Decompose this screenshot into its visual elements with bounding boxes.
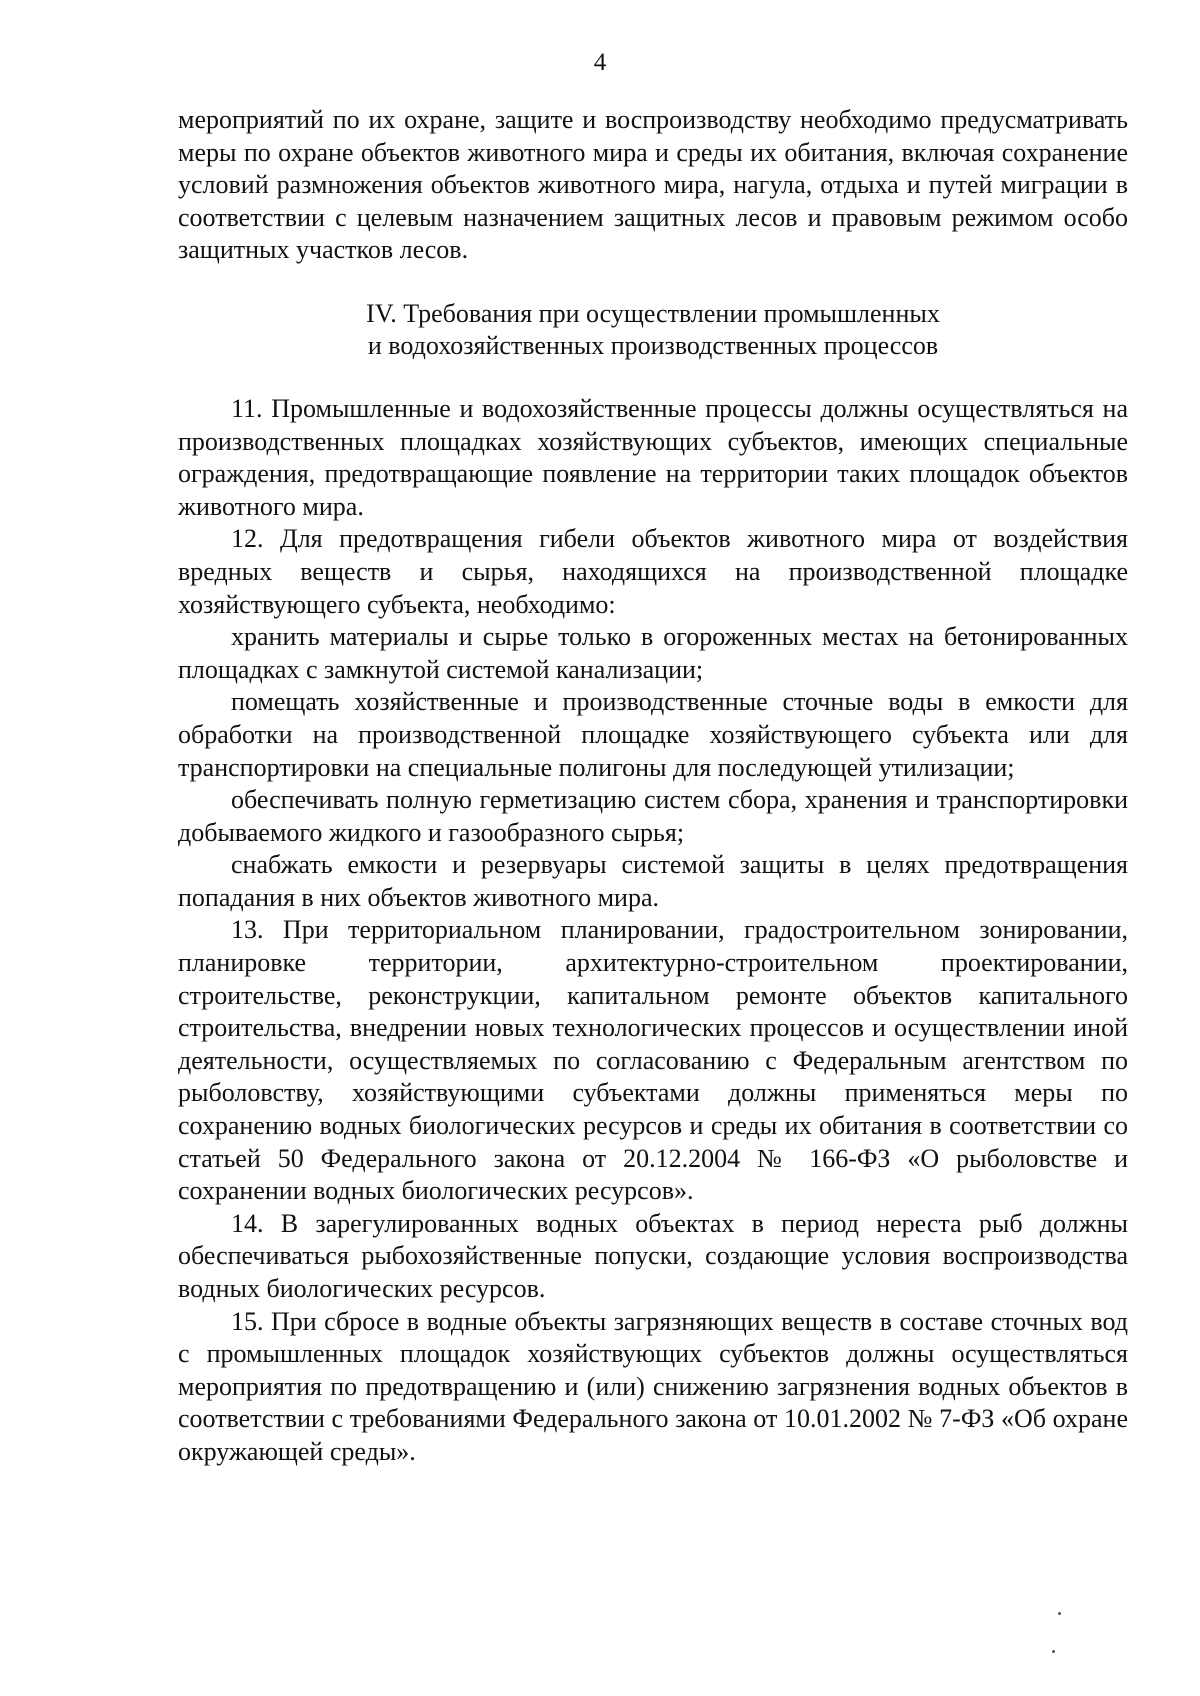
intro-paragraph: мероприятий по их охране, защите и воспроизводству необходимо предусматривать меры по охране объектов животного мира и среды их обитания, включая сохранение условий размножения объектов животного мира, нагула, отдыха и путей миграции в соответствии с целевым назначением защитных лесов и правовым режимом особо защитных участков лесов. <box>178 105 1128 265</box>
scan-speck <box>1052 1650 1055 1653</box>
section-heading <box>178 298 1128 362</box>
paragraph-15: 15. При сбросе в водные объекты загрязняющих веществ в составе сточных вод с промышленных площадок хозяйствующих субъектов должны осуществляться мероприятия по предотвращению и (или) снижению загрязнения водных объектов в соответствии с требованиями Федерального закона от 10.01.2002 № 7-ФЗ «Об охране окружающей среды». <box>178 1306 1128 1466</box>
paragraph-11: 11. Промышленные и водохозяйственные процессы должны осуществляться на производственных площадках хозяйствующих субъектов, имеющих специальные ограждения, предотвращающие появление на территории таких площадок объектов животного мира. <box>178 393 1128 521</box>
section-heading-line-2: и водохозяйственных производственных процессов <box>367 330 939 360</box>
paragraph-12: 12. Для предотвращения гибели объектов животного мира от воздействия вредных веществ и сырья, находящихся на производственной площадке хозяйствующего субъекта, необходимо: <box>178 524 1128 619</box>
list-item-protection: снабжать емкости и резервуары системой защиты в целях предотвращения попадания в них объектов животного мира. <box>178 850 1128 912</box>
section-heading-line-1: IV. Требования при осуществлении промышленных <box>366 298 940 328</box>
paragraph-14: 14. В зарегулированных водных объектах в период нереста рыб должны обеспечиваться рыбохозяйственные попуски, создающие условия воспроизводства водных биологических ресурсов. <box>178 1208 1128 1303</box>
page-number: 4 <box>593 49 607 76</box>
list-item-wastewater: помещать хозяйственные и производственные сточные воды в емкости для обработки на производственной площадке хозяйствующего субъекта или для транспортировки на специальные полигоны для последующей утилизации; <box>178 687 1128 782</box>
paragraph-13: 13. При территориальном планировании, градостроительном зонировании, планировке территории, архитектурно-строительном проектировании, строительстве, реконструкции, капитальном ремонте объектов капитального строительства, внедрении новых технологических процессов и осуществлении иной деятельности, осуществляемых по согласованию с Федеральным агентством по рыболовству, хозяйствующими субъектами должны применяться меры по сохранению водных биологических ресурсов и среды их обитания в соответствии со статьей 50 Федерального закона от 20.12.2004 № 166-ФЗ «О рыболовстве и сохранении водных биологических ресурсов». <box>178 915 1128 1206</box>
list-item-sealing: обеспечивать полную герметизацию систем сбора, хранения и транспортировки добываемого жидкого и газообразного сырья; <box>178 785 1128 847</box>
scan-speck <box>1058 1612 1061 1615</box>
document-body <box>178 104 1128 1469</box>
list-item-store-materials: хранить материалы и сырье только в огороженных местах на бетонированных площадках с замкнутой системой канализации; <box>178 622 1128 684</box>
